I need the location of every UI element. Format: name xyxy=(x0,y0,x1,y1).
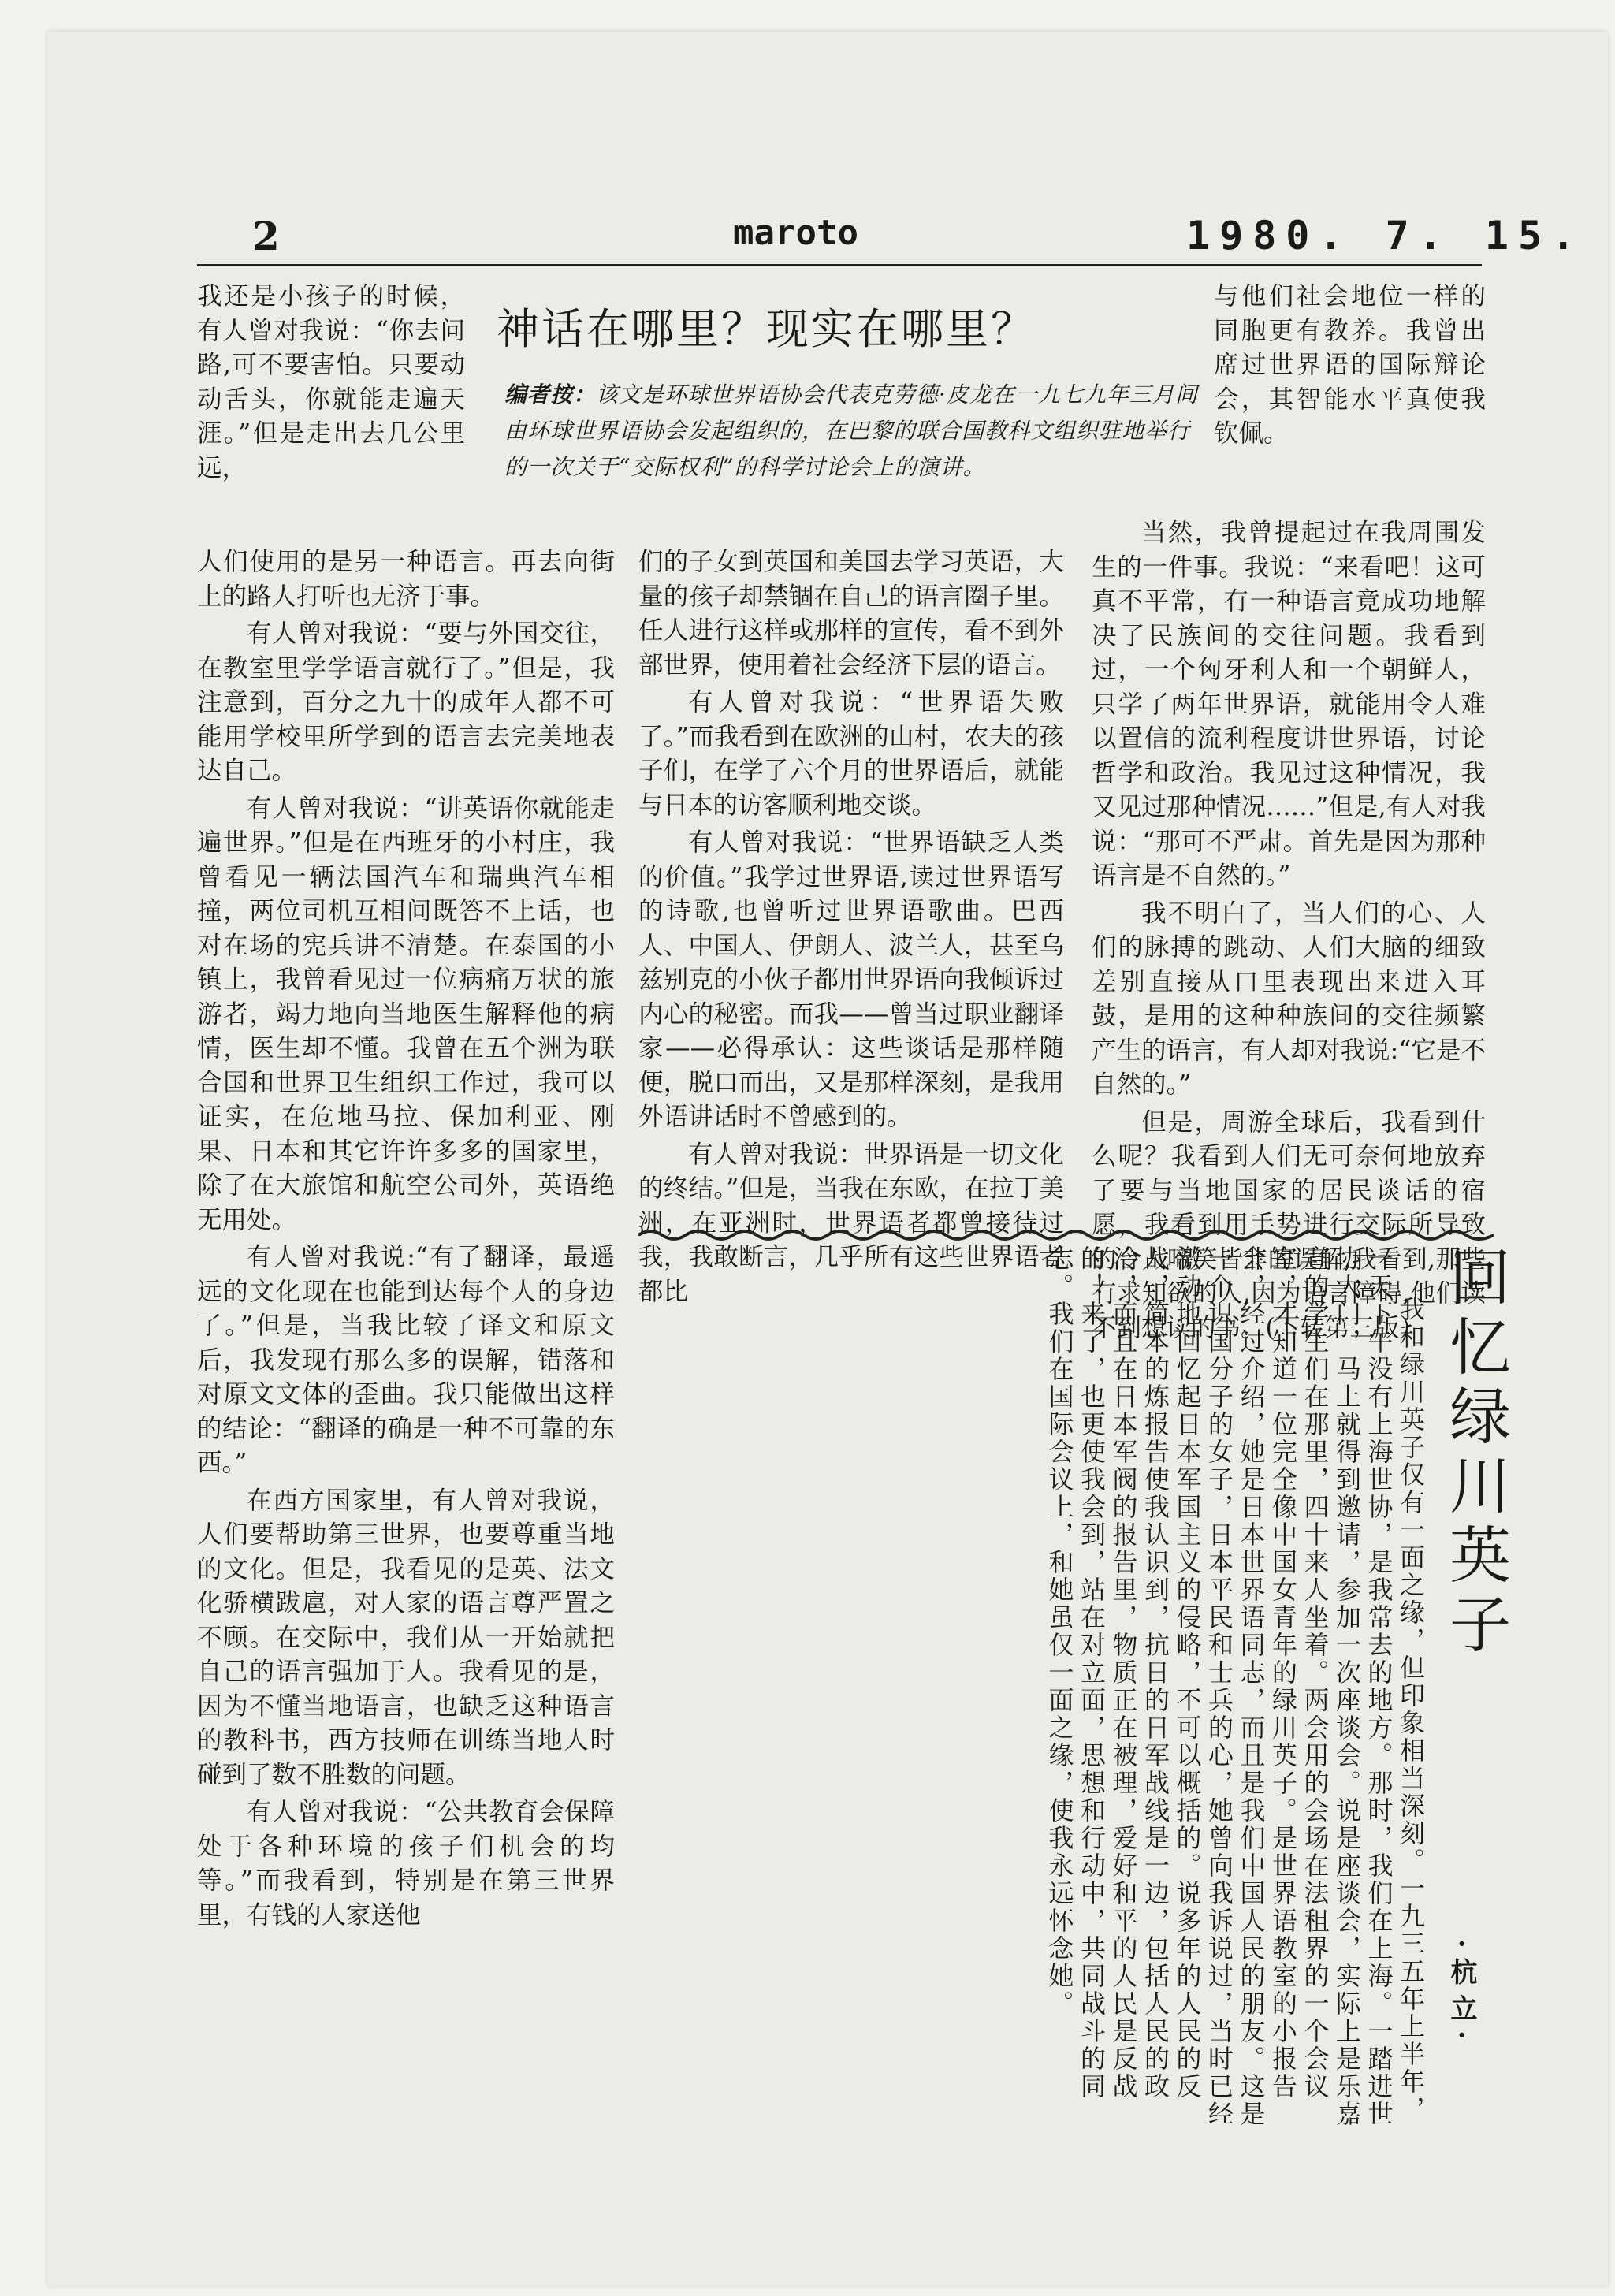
memoir-paragraph: 我和绿川英子仅有一面之缘，但印象相当深刻。一九三五年上半年，一天下午没有上海世协，是我常去的地方。那时，我们在上海。一踏进世协大门，马上就得到邀请，参加一次座谈会。说是座谈会，实际上是乐嘉宣的学生们在那里，四十来人坐着。两会用的会场在法租界的一个会议室，才知道一位完全像中国女青年的绿川英子。是世界语教室的小报告会，经过介绍，她是日本世界语同志，而且是我们中国人民的朋友。这是一个识国分子的女子，日本平民和士兵的心，她曾向我诉说过，当时已经激动地回忆起日本军国主义的侵略，不可以概括的。说多年的人民的反战，简本的炼报告使我认识到，抗日的日军战线是一边，包括人民的政治，而且在日本军阀的报告里，物质正在被理，爱好和平的人民是反战的！来了，也更使我会到，站在对立面，思想和行动中，共同战斗的同志。我们在国际会议上，和她虽仅一面之缘，使我永远怀念她。 xyxy=(1044,1245,1426,2128)
article-title: 神话在哪里？现实在哪里？ xyxy=(497,304,1036,354)
article-paragraph: 有人曾对我说：“要与外国交往，在教室里学学语言就行了。”但是，我注意到，百分之九十的成年人都不可能用学校里所学到的语言去完美地表达自己。 xyxy=(197,620,615,785)
header-rule xyxy=(197,264,1482,266)
article-paragraph: 人们使用的是另一种语言。再去向街上的路人打听也无济于事。 xyxy=(197,548,615,611)
article-paragraph: 有人曾对我说：世界语是一切文化的终结。”但是，当我在东欧，在拉丁美洲，在亚洲时，世界语者都曾接待过我，我敢断言，几乎所有这些世界语者都比 xyxy=(638,1140,1064,1306)
publication-title: maroto xyxy=(733,213,858,253)
article-paragraph: 有人曾对我说：“公共教育会保障处于各种环境的孩子们机会的均等。”而我看到，特别是在第三世界里，有钱的人家送他 xyxy=(197,1798,615,1929)
memoir-body xyxy=(650,1245,1427,2136)
section-divider xyxy=(638,1226,1494,1245)
article-left-top xyxy=(197,280,465,486)
article-paragraph: 有人曾对我说：“讲英语你就能走遍世界。”但是在西班牙的小村庄，我曾看见一辆法国汽车和瑞典汽车相撞，两位司机互相间既答不上话，也对在场的宪兵讲不清楚。在泰国的小镇上，我曾看见过一位病痛万状的旅游者，竭力地向当地医生解释他的病情，医生却不懂。我曾在五个洲为联合国和世界卫生组织工作过，我可以证实，在危地马拉、保加利亚、刚果、日本和其它许许多多的国家里，除了在大旅馆和航空公司外，英语绝无用处。 xyxy=(197,794,615,1234)
editor-note-lead: 编者按： xyxy=(504,381,597,407)
article-paragraph: 在西方国家里，有人曾对我说，人们要帮助第三世界，也要尊重当地的文化。但是，我看见的是英、法文化骄横跋扈，对人家的语言尊严置之不顾。在交际中，我们从一开始就把自己的语言强加于人。我看见的是，因为不懂当地语言，也缺乏这种语言的教科书，西方技师在训练当地人时碰到了数不胜数的问题。 xyxy=(197,1486,615,1789)
article-paragraph: 当然，我曾提起过在我周围发生的一件事。我说：“来看吧！这可真不平常，有一种语言竟成功地解决了民族间的交往问题。我看到过，一个匈牙利人和一个朝鲜人，只学了两年世界语，就能用令人难以置信的流利程度讲世界语，讨论哲学和政治。我见过这种情况，我又见过那种情况……”但是,有人对我说：“那可不严肃。首先是因为那种语言是不自然的。” xyxy=(1092,519,1486,890)
article-column-left xyxy=(197,545,615,1933)
article-paragraph: 有人曾对我说：“世界语缺乏人类的价值。”我学过世界语,读过世界语写的诗歌,也曾听过世界语歌曲。巴西人、中国人、伊朗人、波兰人，甚至乌兹别克的小伙子都用世界语向我倾诉过内心的秘密。而我——曾当过职业翻译家——必得承认：这些谈话是那样随便，脱口而出，又是那样深刻，是我用外语讲话时不曾感到的。 xyxy=(638,828,1064,1131)
article-column-right xyxy=(1092,516,1486,1345)
page-number: 2 xyxy=(252,213,280,259)
article-paragraph: 们的子女到英国和美国去学习英语，大量的孩子却禁锢在自己的语言圈子里。任人进行这样或那样的宣传，看不到外部世界，使用着社会经济下层的语言。 xyxy=(638,548,1064,679)
article-paragraph: 与他们社会地位一样的同胞更有教养。我曾出席过世界语的国际辩论会，其智能水平真使我钦佩。 xyxy=(1214,282,1486,448)
article-paragraph: 我不明白了，当人们的心、人们的脉搏的跳动、人们大脑的细致差别直接从口里表现出来进入耳鼓，是用的这种种族间的交往频繁产生的语言，有人却对我说:“它是不自然的。” xyxy=(1092,899,1486,1099)
article-right-top xyxy=(1214,280,1486,452)
editor-note-text: 该文是环球世界语协会代表克劳德·皮龙在一九七九年三月间由环球世界语协会发起组织的，在巴黎的联合国教科文组织驻地举行的一次关于“交际权利”的科学讨论会上的演讲。 xyxy=(504,381,1198,480)
article-paragraph: 有人曾对我说：“世界语失败了。”而我看到在欧洲的山村，农夫的孩子们，在学了六个月的世界语后，就能与日本的访客顺利地交谈。 xyxy=(638,688,1064,820)
editor-note xyxy=(504,377,1198,486)
article-paragraph: 但是，周游全球后，我看到什么呢？我看到人们无可奈何地放弃了要与当地国家的居民谈话的宿愿，我看到用手势进行交际所导致的令人啼笑皆非的误解,我看到,那些有求知欲的人,因为语言障碍,他们读不到想读的书。(下转第三版） xyxy=(1092,1107,1486,1342)
article-paragraph: 我还是小孩子的时候，有人曾对我说：“你去问路,可不要害怕。只要动动舌头，你就能走遍天涯。”但是走出去几公里远， xyxy=(197,282,465,482)
memoir-author: ·杭立· xyxy=(1446,1939,1477,2049)
memoir-title: 回忆绿川英子 xyxy=(1439,1245,1510,1662)
article-paragraph: 有人曾对我说:“有了翻译，最遥远的文化现在也能到达每个人的身边了。”但是，当我比较了译文和原文后，我发现有那么多的误解，错落和对原文文体的歪曲。我只能做出这样的结论：“翻译的确是一种不可靠的东西。” xyxy=(197,1243,615,1477)
issue-date: 1980. 7. 15. xyxy=(1186,213,1585,259)
article-column-middle xyxy=(638,545,1064,1309)
